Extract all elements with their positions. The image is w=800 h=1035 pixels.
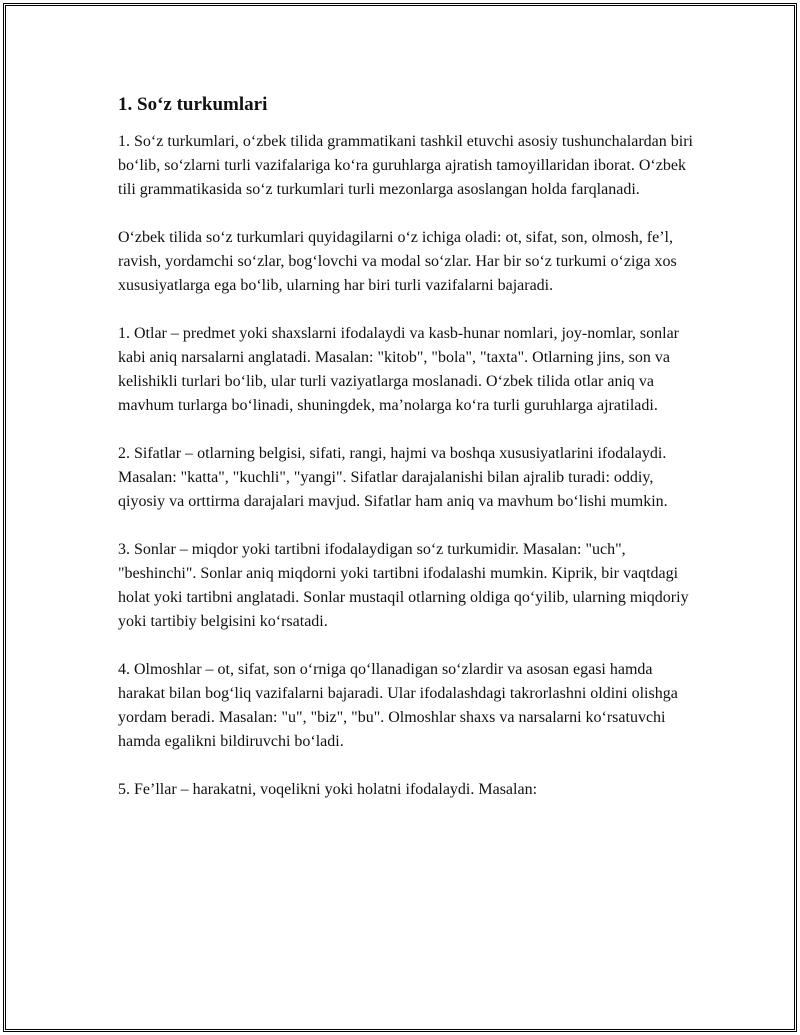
document-body [118,92,698,802]
paragraph-list-of-categories: O‘zbek tilida so‘z turkumlari quyidagilarni o‘z ichiga oladi: ot, sifat, son, olmosh, fe’l, ravish, yordamchi so‘zlar, bog‘lovchi va modal so‘zlar. Har bir so‘z turkumi o‘ziga xos xususiyatlarga ega bo‘lib, ularning har biri turli vazifalarni bajaradi. [118,229,677,294]
paragraph-numerals: 3. Sonlar – miqdor yoki tartibni ifodalaydigan so‘z turkumidir. Masalan: "uch", "beshinchi". Sonlar aniq miqdorni yoki tartibni ifodalashi mumkin. Kiprik, bir vaqtdagi holat yoki tartibni anglatadi. Sonlar mustaqil otlarning oldiga qo‘yilib, ularning miqdoriy yoki tartibiy belgisini ko‘rsatadi. [118,541,689,630]
paragraph-pronouns: 4. Olmoshlar – ot, sifat, son o‘rniga qo‘llanadigan so‘zlardir va asosan egasi hamda harakat bilan bog‘liq vazifalarni bajaradi. Ular ifodalashdagi takrorlashni oldini olishga yordam beradi. Masalan: "u", "biz", "bu". Olmoshlar shaxs va narsalarni ko‘rsatuvchi hamda egalikni bildiruvchi bo‘ladi. [118,661,678,750]
paragraph-nouns: 1. Otlar – predmet yoki shaxslarni ifodalaydi va kasb-hunar nomlari, joy-nomlar, sonlar kabi aniq narsalarni anglatadi. Masalan: "kitob", "bola", "taxta". Otlarning jins, son va kelishikli turlari bo‘lib, ular turli vaziyatlarga moslanadi. O‘zbek tilida otlar aniq va mavhum turlarga bo‘linadi, shuningdek, ma’nolarga ko‘ra turli guruhlarga ajratiladi. [118,325,679,414]
paragraph-intro: 1. So‘z turkumlari, o‘zbek tilida grammatikani tashkil etuvchi asosiy tushunchalardan biri bo‘lib, so‘zlarni turli vazifalariga ko‘ra guruhlarga ajratish tamoyillaridan iborat. O‘zbek tili grammatikasida so‘z turkumlari turli mezonlarga asoslangan holda farqlanadi. [118,133,693,198]
paragraph-verbs: 5. Fe’llar – harakatni, voqelikni yoki holatni ifodalaydi. Masalan: [118,781,538,798]
paragraph-adjectives: 2. Sifatlar – otlarning belgisi, sifati, rangi, hajmi va boshqa xususiyatlarini ifodalaydi. Masalan: "katta", "kuchli", "yangi". Sifatlar darajalanishi bilan ajralib turadi: oddiy, qiyosiy va orttirma darajalari mavjud. Sifatlar ham aniq va mavhum bo‘lishi mumkin. [118,445,668,510]
document-title: 1. So‘z turkumlari [118,94,268,115]
